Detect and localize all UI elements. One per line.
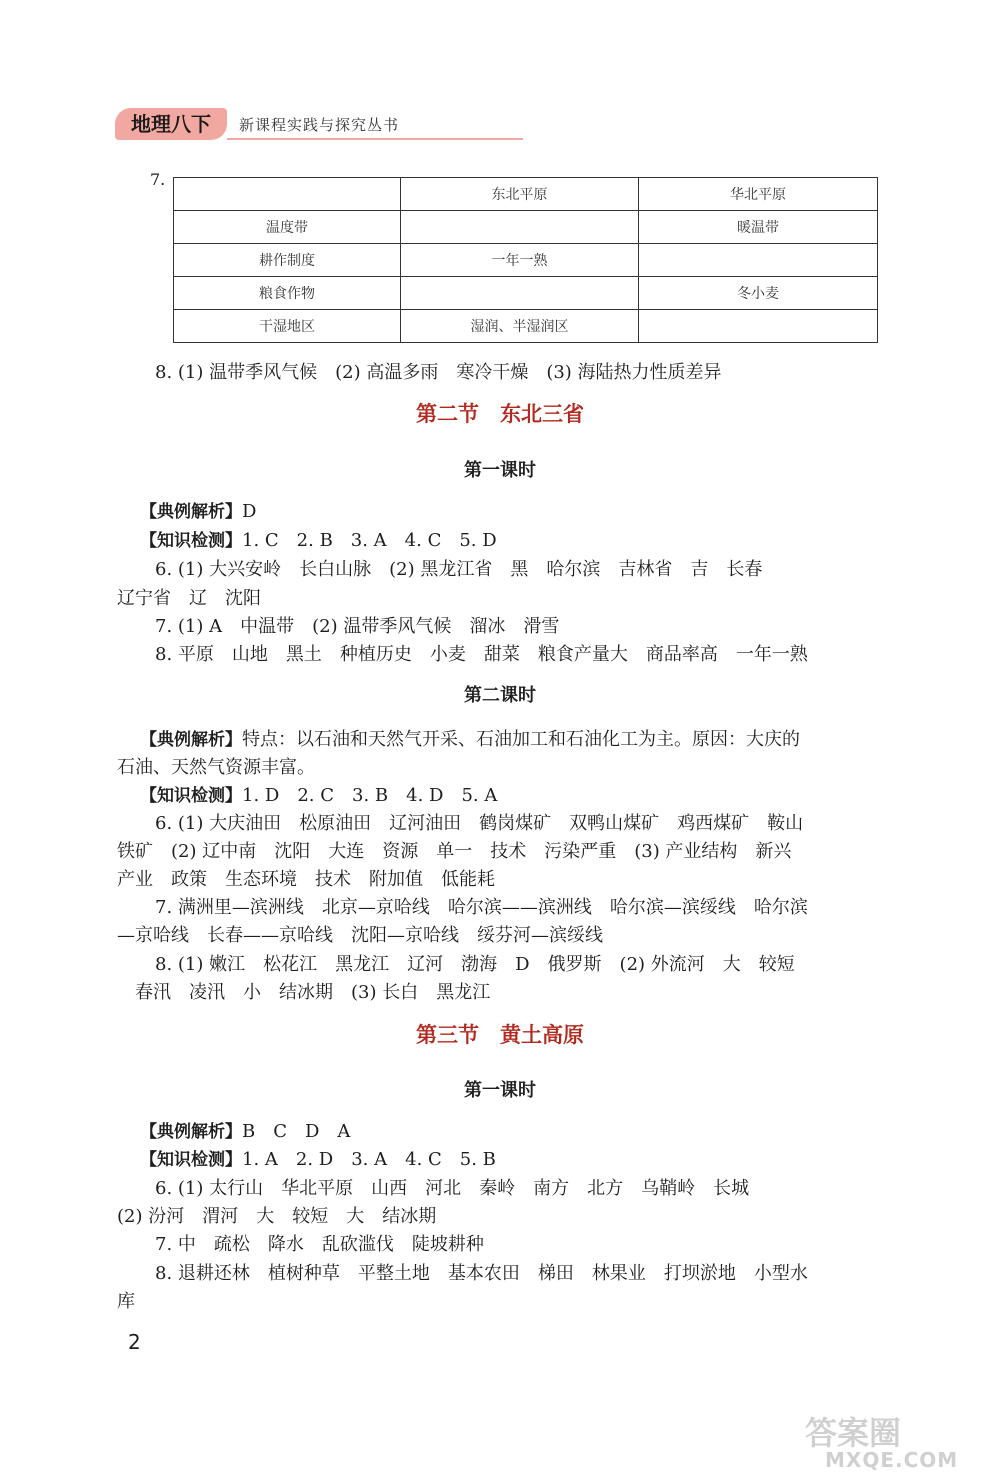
s3l1-q7: 7. 中 疏松 降水 乱砍滥伐 陡坡耕种 <box>155 1234 484 1255</box>
table-header-cell: 东北平原 <box>401 178 639 211</box>
s2l2-check <box>140 781 497 807</box>
table-row <box>174 211 878 244</box>
s2l1-q6-line1: 6. (1) 大兴安岭 长白山脉 (2) 黑龙江省 黑 哈尔滨 吉林省 吉 长春 <box>155 559 763 580</box>
watermark-logo <box>805 1408 995 1478</box>
s3l1-q8-line1: 8. 退耕还林 植树种草 平整土地 基本农田 梯田 林果业 打坝淤地 小型水 <box>155 1263 808 1284</box>
s2l1-q7: 7. (1) A 中温带 (2) 温带季风气候 溜冰 滑雪 <box>155 616 560 637</box>
s2l1-check <box>140 526 497 552</box>
table-cell: 冬小麦 <box>639 277 878 310</box>
watermark-text: 答案圈 <box>805 1414 902 1452</box>
s3l1-q8-line2: 库 <box>117 1291 135 1312</box>
header-rule <box>227 138 523 140</box>
example-label: 【典例解析】 <box>140 730 242 750</box>
table-cell: 粮食作物 <box>174 277 401 310</box>
s3l1-example <box>140 1117 350 1143</box>
example-answer: D <box>242 501 257 522</box>
s3l1-q6-line1: 6. (1) 太行山 华北平原 山西 河北 秦岭 南方 北方 乌鞘岭 长城 <box>155 1178 750 1199</box>
s2l2-q6-line2: 铁矿 (2) 辽中南 沈阳 大连 资源 单一 技术 污染严重 (3) 产业结构 新兴 <box>117 841 792 862</box>
table-cell <box>401 211 639 244</box>
example-label: 【典例解析】 <box>140 1122 242 1142</box>
check-label: 【知识检测】 <box>140 786 242 806</box>
section-2-title: 第二节 东北三省 <box>416 402 584 426</box>
example-text: 特点：以石油和天然气开采、石油加工和石油化工为主。原因：大庆的 <box>242 729 800 750</box>
s2-lesson-1-title: 第一课时 <box>464 460 536 481</box>
s2l2-q7-line1: 7. 满洲里—滨洲线 北京—京哈线 哈尔滨——滨洲线 哈尔滨—滨绥线 哈尔滨 <box>155 897 808 918</box>
series-title: 新课程实践与探究丛书 <box>239 116 400 134</box>
example-label: 【典例解析】 <box>140 502 242 522</box>
table-cell: 温度带 <box>174 211 401 244</box>
s2l2-example-line1 <box>140 725 800 751</box>
s2-lesson-2-title: 第二课时 <box>464 685 536 706</box>
table-header-cell: 华北平原 <box>639 178 878 211</box>
table-header-row <box>174 178 878 211</box>
s2l1-q6-line2: 辽宁省 辽 沈阳 <box>117 588 261 609</box>
table-cell: 耕作制度 <box>174 244 401 277</box>
page-number: 2 <box>128 1330 141 1354</box>
climate-table <box>173 177 878 343</box>
table-cell <box>174 178 401 211</box>
table-cell: 干湿地区 <box>174 310 401 343</box>
table-row <box>174 244 878 277</box>
table-cell <box>401 277 639 310</box>
check-answer: 1. C 2. B 3. A 4. C 5. D <box>242 530 497 551</box>
s2l2-q6-line1: 6. (1) 大庆油田 松原油田 辽河油田 鹤岗煤矿 双鸭山煤矿 鸡西煤矿 鞍山 <box>155 813 804 834</box>
s2l2-q8-line1: 8. (1) 嫩江 松花江 黑龙江 辽河 渤海 D 俄罗斯 (2) 外流河 大 较短 <box>155 954 795 975</box>
s2l2-example-line2: 石油、天然气资源丰富。 <box>117 757 315 778</box>
check-answer: 1. A 2. D 3. A 4. C 5. B <box>242 1149 496 1170</box>
check-label: 【知识检测】 <box>140 531 242 551</box>
table-cell: 湿润、半湿润区 <box>401 310 639 343</box>
table-cell <box>639 310 878 343</box>
table-row <box>174 277 878 310</box>
example-answer: B C D A <box>242 1121 351 1142</box>
s2l1-example <box>140 497 256 522</box>
s2l1-q8: 8. 平原 山地 黑土 种植历史 小麦 甜菜 粮食产量大 商品率高 一年一熟 <box>155 644 808 665</box>
check-answer: 1. D 2. C 3. B 4. D 5. A <box>242 785 498 806</box>
q7-label: 7. <box>150 170 166 189</box>
section-3-title: 第三节 黄土高原 <box>416 1023 584 1047</box>
table-row <box>174 310 878 343</box>
s3l1-q6-line2: (2) 汾河 渭河 大 较短 大 结冰期 <box>117 1206 437 1227</box>
s2l2-q8-line2: 春汛 凌汛 小 结冰期 (3) 长白 黑龙江 <box>135 982 491 1003</box>
q8-answer: 8. (1) 温带季风气候 (2) 高温多雨 寒冷干燥 (3) 海陆热力性质差异 <box>155 362 722 383</box>
watermark-url: MXQE.COM <box>825 1448 959 1472</box>
s2l2-q7-line2: —京哈线 长春——京哈线 沈阳—京哈线 绥芬河—滨绥线 <box>117 925 603 946</box>
s3-lesson-1-title: 第一课时 <box>464 1080 536 1101</box>
subject-badge: 地理八下 <box>115 108 227 140</box>
table-cell <box>639 244 878 277</box>
page-header <box>115 108 415 142</box>
check-label: 【知识检测】 <box>140 1150 242 1170</box>
s3l1-check <box>140 1145 496 1171</box>
table-cell: 一年一熟 <box>401 244 639 277</box>
s2l2-q6-line3: 产业 政策 生态环境 技术 附加值 低能耗 <box>117 869 495 890</box>
table-cell: 暖温带 <box>639 211 878 244</box>
